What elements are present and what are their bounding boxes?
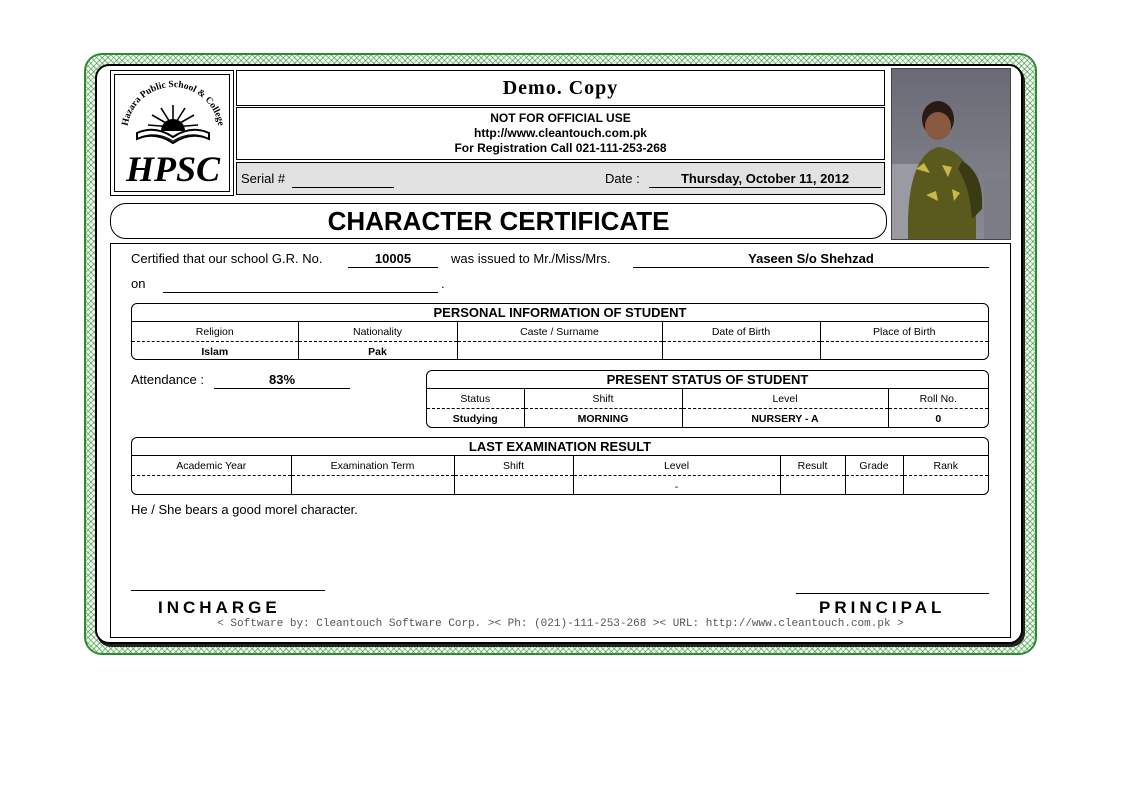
- header-dob: Date of Birth: [662, 322, 820, 342]
- attendance-value: 83%: [214, 372, 350, 389]
- shift-value: MORNING: [524, 409, 682, 429]
- table-header-row: [427, 389, 988, 409]
- header-roll-no: Roll No.: [888, 389, 988, 409]
- personal-info-table: [132, 322, 988, 360]
- certificate-title: CHARACTER CERTIFICATE: [110, 203, 887, 239]
- school-logo: [114, 74, 230, 192]
- on-label: on: [131, 276, 146, 291]
- principal-signature-line: [796, 593, 989, 594]
- date-label: Date :: [605, 171, 640, 186]
- logo-arc-text: Hazara Public School & College: [120, 79, 226, 127]
- header-academic-year: Academic Year: [132, 456, 291, 476]
- last-exam-table: [132, 456, 988, 495]
- level-value: NURSERY - A: [682, 409, 888, 429]
- logo-monogram: HPSC: [125, 149, 221, 189]
- rank-value: [903, 476, 988, 496]
- header-religion: Religion: [132, 322, 298, 342]
- exam-term-value: [291, 476, 454, 496]
- principal-label: PRINCIPAL: [819, 598, 946, 617]
- table-header-row: [132, 456, 988, 476]
- header-level: Level: [682, 389, 888, 409]
- registration-phone: For Registration Call 021-111-253-268: [454, 141, 667, 155]
- incharge-label: INCHARGE: [158, 598, 281, 617]
- header-caste: Caste / Surname: [457, 322, 662, 342]
- exam-level-value: -: [573, 476, 780, 496]
- present-status-table: [427, 389, 988, 428]
- student-name: Yaseen S/o Shehzad: [633, 251, 989, 268]
- on-date-field: [163, 276, 438, 293]
- header-status: Status: [427, 389, 524, 409]
- status-value: Studying: [452, 412, 498, 425]
- header-grade: Grade: [845, 456, 903, 476]
- software-footer: < Software by: Cleantouch Software Corp. >< Ph: (021)-111-253-268 >< URL: http://www.cleantouch.com.pk >: [217, 618, 904, 630]
- header-exam-term: Examination Term: [291, 456, 454, 476]
- header-rank: Rank: [903, 456, 988, 476]
- serial-date-row: [236, 162, 885, 195]
- attendance-label: Attendance :: [131, 372, 204, 387]
- on-period: .: [441, 276, 445, 291]
- serial-number-field: [292, 171, 394, 188]
- incharge-signature-line: [131, 590, 325, 591]
- roll-no-value: 0: [888, 409, 988, 429]
- header-exam-shift: Shift: [454, 456, 573, 476]
- personal-info-title: PERSONAL INFORMATION OF STUDENT: [132, 304, 988, 322]
- dob-value: [662, 342, 820, 361]
- gr-number: 10005: [348, 251, 438, 268]
- official-notice-box: [236, 107, 885, 160]
- header-place-of-birth: Place of Birth: [820, 322, 988, 342]
- table-header-row: [132, 322, 988, 342]
- place-of-birth-value: [820, 342, 988, 361]
- official-use-notice: NOT FOR OFFICIAL USE: [490, 111, 631, 125]
- header-result: Result: [780, 456, 845, 476]
- demo-copy-label: Demo. Copy: [236, 70, 885, 106]
- student-photo: [891, 68, 1011, 240]
- school-crest-icon: [115, 75, 231, 193]
- character-remark: He / She bears a good morel character.: [131, 502, 358, 517]
- header-nationality: Nationality: [298, 322, 457, 342]
- table-row: [132, 342, 988, 361]
- header-shift: Shift: [524, 389, 682, 409]
- last-exam-section: [131, 437, 989, 495]
- last-exam-title: LAST EXAMINATION RESULT: [132, 438, 988, 456]
- nationality-value: Pak: [298, 342, 457, 361]
- certify-prefix: Certified that our school G.R. No.: [131, 251, 323, 266]
- exam-shift-value: [454, 476, 573, 496]
- religion-value: Islam: [201, 345, 229, 358]
- vendor-website: http://www.cleantouch.com.pk: [474, 126, 647, 140]
- issued-to-label: was issued to Mr./Miss/Mrs.: [451, 251, 611, 266]
- issue-date: Thursday, October 11, 2012: [649, 171, 881, 188]
- result-value: [780, 476, 845, 496]
- academic-year-value: [132, 476, 291, 496]
- table-row: [427, 409, 988, 429]
- serial-label: Serial #: [241, 171, 286, 186]
- present-status-section: [426, 370, 989, 428]
- present-status-title: PRESENT STATUS OF STUDENT: [427, 371, 988, 389]
- grade-value: [845, 476, 903, 496]
- table-row: [132, 476, 988, 496]
- caste-value: [457, 342, 662, 361]
- header-exam-level: Level: [573, 456, 780, 476]
- personal-info-section: [131, 303, 989, 360]
